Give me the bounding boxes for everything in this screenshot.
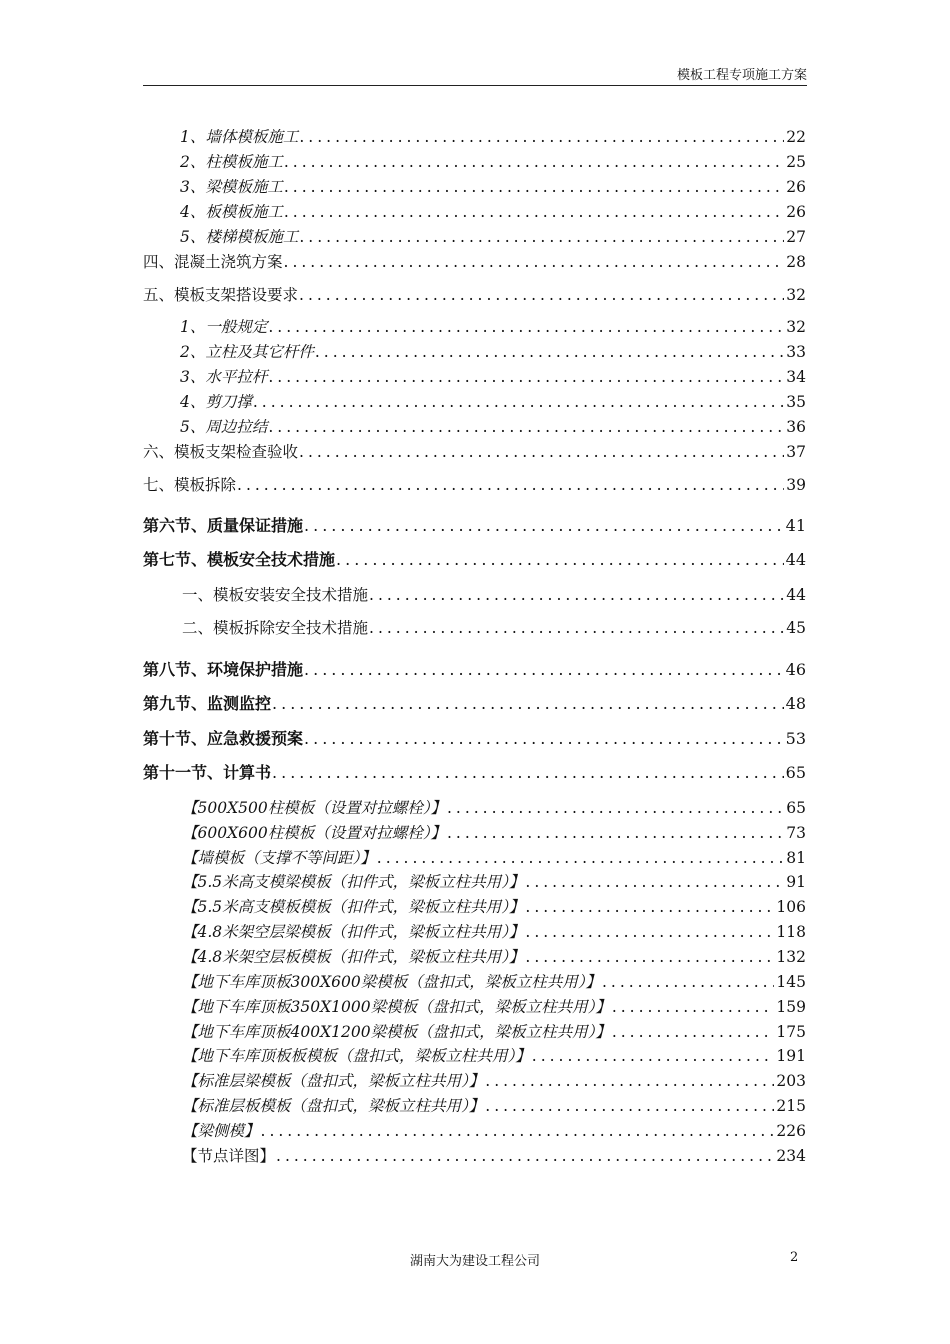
toc-entry-page: 215: [776, 1097, 806, 1115]
toc-entry-title: 5、周边拉结: [180, 418, 268, 436]
toc-leader-dots: [267, 416, 784, 438]
toc-entry-page: 26: [786, 203, 806, 221]
toc-leader-dots: [303, 728, 784, 750]
toc-entry[interactable]: [182, 871, 806, 893]
toc-entry-page: 28: [786, 253, 806, 271]
toc-entry-page: 145: [776, 973, 806, 991]
toc-leader-dots: [267, 366, 784, 388]
toc-entry[interactable]: [182, 1070, 806, 1092]
toc-entry[interactable]: [143, 284, 806, 306]
toc-leader-dots: [283, 151, 784, 173]
toc-entry-title: 【5.5米高支模梁模板（扣件式，梁板立柱共用）】: [182, 873, 525, 891]
toc-entry-title: 【地下车库顶板400X1200梁模板（盘扣式，梁板立柱共用）】: [182, 1023, 611, 1041]
toc-entry-title: 五、模板支架搭设要求: [143, 286, 299, 304]
toc-leader-dots: [314, 341, 784, 363]
toc-entry-page: 33: [786, 343, 806, 361]
toc-entry-title: 2、立柱及其它杆件: [180, 343, 314, 361]
toc-entry-page: 53: [785, 729, 806, 748]
toc-leader-dots: [303, 515, 784, 537]
toc-entry[interactable]: [180, 316, 806, 338]
toc-entry-title: 【4.8米架空层梁模板（扣件式，梁板立柱共用）】: [182, 923, 525, 941]
toc-leader-dots: [275, 1145, 774, 1167]
toc-leader-dots: [446, 822, 784, 844]
toc-entry[interactable]: [143, 251, 806, 273]
toc-entry[interactable]: [182, 1120, 806, 1142]
toc-entry[interactable]: [182, 1021, 806, 1043]
toc-leader-dots: [484, 1070, 774, 1092]
toc-leader-dots: [271, 762, 784, 784]
toc-entry[interactable]: [143, 659, 806, 681]
toc-entry-title: 四、混凝土浇筑方案: [143, 253, 283, 271]
toc-leader-dots: [524, 871, 784, 893]
toc-entry-title: 5、楼梯模板施工: [180, 228, 299, 246]
toc-entry-page: 81: [786, 849, 806, 867]
toc-entry-title: 二、模板拆除安全技术措施: [182, 619, 369, 637]
toc-entry-page: 65: [785, 763, 806, 782]
toc-entry[interactable]: [182, 946, 806, 968]
toc-entry-page: 41: [785, 516, 806, 535]
toc-entry-page: 32: [786, 318, 806, 336]
toc-entry-title: 2、柱模板施工: [180, 153, 283, 171]
toc-entry[interactable]: [182, 896, 806, 918]
toc-entry[interactable]: [143, 441, 806, 463]
toc-entry-page: 34: [786, 368, 806, 386]
toc-entry[interactable]: [182, 822, 806, 844]
toc-entry-title: 【标准层板模板（盘扣式，梁板立柱共用）】: [182, 1097, 485, 1115]
toc-entry[interactable]: [182, 847, 806, 869]
toc-entry[interactable]: [143, 549, 806, 571]
toc-entry-page: 44: [786, 586, 806, 604]
toc-entry[interactable]: [180, 126, 806, 148]
toc-entry-title: 六、模板支架检查验收: [143, 443, 299, 461]
toc-entry-page: 44: [785, 550, 806, 569]
toc-entry-page: 27: [786, 228, 806, 246]
toc-entry-title: 第六节、质量保证措施: [143, 516, 304, 535]
toc-leader-dots: [524, 946, 774, 968]
toc-entry-page: 35: [786, 393, 806, 411]
toc-entry-title: 【地下车库顶板300X600梁模板（盘扣式，梁板立柱共用）】: [182, 973, 601, 991]
toc-leader-dots: [524, 896, 774, 918]
toc-entry[interactable]: [180, 226, 806, 248]
toc-entry-title: 【标准层梁模板（盘扣式，梁板立柱共用）】: [182, 1072, 485, 1090]
toc-entry-title: 七、模板拆除: [143, 476, 237, 494]
toc-entry-title: 【4.8米架空层板模板（扣件式，梁板立柱共用）】: [182, 948, 525, 966]
toc-entry[interactable]: [143, 762, 806, 784]
toc-entry-page: 25: [786, 153, 806, 171]
toc-leader-dots: [283, 176, 784, 198]
toc-entry[interactable]: [182, 971, 806, 993]
toc-leader-dots: [611, 1021, 775, 1043]
toc-leader-dots: [484, 1095, 774, 1117]
toc-entry[interactable]: [143, 474, 806, 496]
toc-entry[interactable]: [180, 201, 806, 223]
toc-leader-dots: [335, 549, 784, 571]
toc-leader-dots: [267, 316, 784, 338]
toc-entry-page: 65: [786, 799, 806, 817]
toc-entry[interactable]: [180, 151, 806, 173]
footer-company: 湖南大为建设工程公司: [409, 1254, 540, 1269]
toc-entry-page: 234: [776, 1147, 806, 1165]
toc-leader-dots: [283, 251, 785, 273]
toc-leader-dots: [236, 474, 784, 496]
toc-entry-title: 【墙模板（支撑不等间距）】: [182, 849, 376, 867]
toc-entry-page: 22: [786, 128, 806, 146]
toc-entry-title: 3、水平拉杆: [180, 368, 268, 386]
toc-leader-dots: [271, 693, 784, 715]
toc-leader-dots: [524, 921, 774, 943]
toc-entry-title: 【地下车库顶板板模板（盘扣式，梁板立柱共用）】: [182, 1047, 531, 1065]
toc-entry-page: 191: [776, 1047, 806, 1065]
toc-entry-page: 36: [786, 418, 806, 436]
toc-leader-dots: [368, 617, 784, 639]
toc-leader-dots: [298, 441, 784, 463]
toc-entry[interactable]: [182, 996, 806, 1018]
toc-entry-page: 37: [786, 443, 806, 461]
toc-entry-title: 【5.5米高支模板模板（扣件式，梁板立柱共用）】: [182, 898, 525, 916]
toc-entry-title: 第十节、应急救援预案: [143, 729, 304, 748]
toc-entry-title: 【600X600柱模板（设置对拉螺栓）】: [182, 824, 446, 842]
toc-entry-page: 203: [776, 1072, 806, 1090]
toc-entry-title: 第八节、环境保护措施: [143, 660, 304, 679]
toc-entry-page: 73: [786, 824, 806, 842]
toc-leader-dots: [368, 584, 784, 606]
toc-entry-page: 159: [776, 998, 806, 1016]
toc-entry-title: 1、一般规定: [180, 318, 268, 336]
toc-leader-dots: [298, 126, 784, 148]
toc-leader-dots: [298, 284, 784, 306]
toc-entry-page: 132: [776, 948, 806, 966]
toc-entry-page: 46: [785, 660, 806, 679]
toc-entry[interactable]: [182, 1095, 806, 1117]
toc-leader-dots: [531, 1045, 775, 1067]
toc-entry[interactable]: [180, 341, 806, 363]
toc-leader-dots: [601, 971, 774, 993]
toc-entry-title: 1、墙体模板施工: [180, 128, 299, 146]
toc-entry-title: 【地下车库顶板350X1000梁模板（盘扣式，梁板立柱共用）】: [182, 998, 611, 1016]
footer-page-number: 2: [790, 1250, 799, 1265]
toc-entry-page: 32: [786, 286, 806, 304]
toc-entry[interactable]: [182, 617, 806, 639]
toc-entry[interactable]: [143, 515, 806, 537]
toc-entry-page: 226: [776, 1122, 806, 1140]
toc-leader-dots: [376, 847, 785, 869]
toc-entry-title: 第十一节、计算书: [143, 763, 272, 782]
toc-entry-title: 4、剪刀撑: [180, 393, 252, 411]
toc-entry-title: 3、梁模板施工: [180, 178, 283, 196]
toc-entry-title: 一、模板安装安全技术措施: [182, 586, 369, 604]
toc-leader-dots: [283, 201, 784, 223]
toc-entry-page: 175: [776, 1023, 806, 1041]
toc-entry-title: 4、板模板施工: [180, 203, 283, 221]
toc-entry-page: 48: [785, 694, 806, 713]
toc-entry-title: 【节点详图】: [182, 1147, 276, 1165]
toc-entry[interactable]: [182, 1145, 806, 1167]
toc-entry-title: 第九节、监测监控: [143, 694, 272, 713]
toc-entry[interactable]: [182, 797, 806, 819]
toc-leader-dots: [611, 996, 775, 1018]
toc-entry[interactable]: [182, 1045, 806, 1067]
toc-entry[interactable]: [182, 584, 806, 606]
toc-entry-page: 91: [786, 873, 806, 891]
page-header-title: 模板工程专项施工方案: [676, 68, 807, 83]
toc-entry-page: 106: [776, 898, 806, 916]
toc-entry-page: 26: [786, 178, 806, 196]
toc-entry[interactable]: [182, 921, 806, 943]
toc-leader-dots: [446, 797, 784, 819]
toc-leader-dots: [260, 1120, 775, 1142]
toc-leader-dots: [252, 391, 784, 413]
toc-entry-page: 118: [776, 923, 806, 941]
toc-entry-page: 39: [786, 476, 806, 494]
toc-entry[interactable]: [143, 693, 806, 715]
toc-entry-title: 【500X500柱模板（设置对拉螺栓）】: [182, 799, 446, 817]
toc-entry[interactable]: [180, 391, 806, 413]
toc-entry-title: 【梁侧模】: [182, 1122, 260, 1140]
toc-entry[interactable]: [180, 366, 806, 388]
toc-entry[interactable]: [143, 728, 806, 750]
toc-leader-dots: [298, 226, 784, 248]
toc-leader-dots: [303, 659, 784, 681]
toc-entry[interactable]: [180, 416, 806, 438]
toc-entry-title: 第七节、模板安全技术措施: [143, 550, 336, 569]
toc-entry-page: 45: [786, 619, 806, 637]
toc-entry[interactable]: [180, 176, 806, 198]
